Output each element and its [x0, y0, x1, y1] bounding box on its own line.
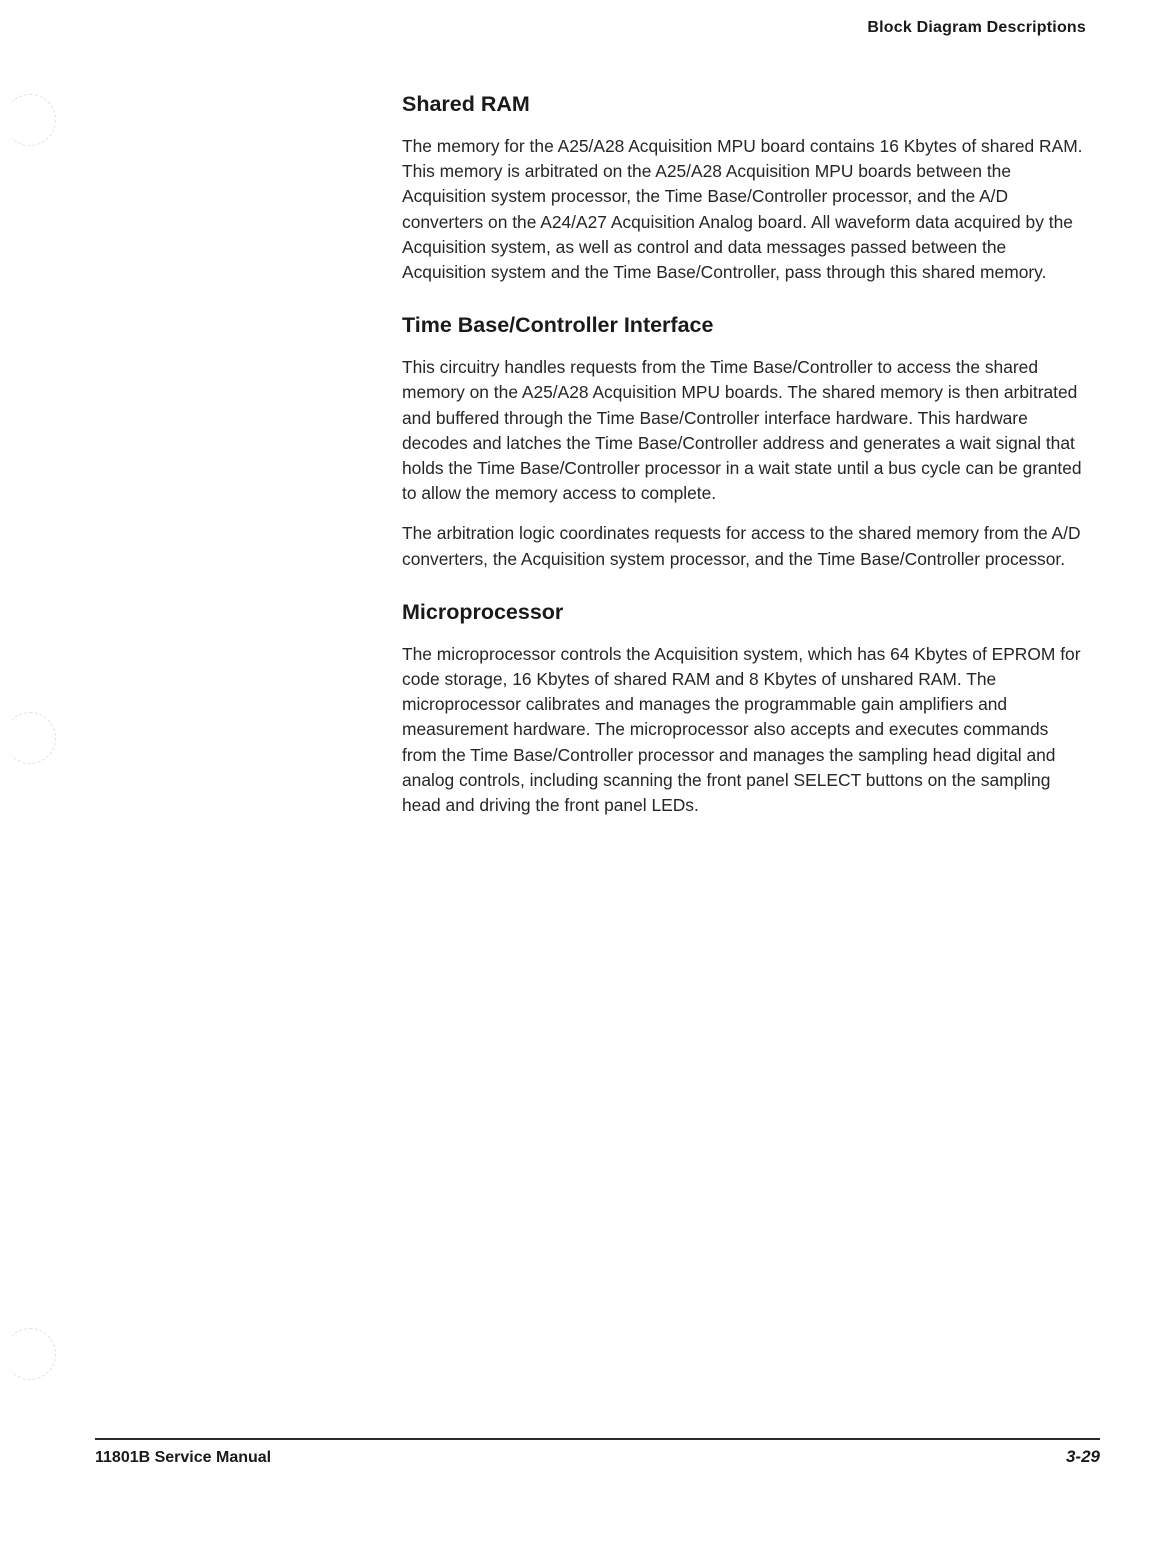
- paragraph: This circuitry handles requests from the Time Base/Controller to access the shared memory on the A25/A28 Acquisition MPU boards. The shared memory is then arbitrated and buffered through the Time Base/Controller interface hardware. This hardware decodes and latches the Time Base/Controller address and generates a wait signal that holds the Time Base/Controller processor in a wait state until a bus cycle can be granted to allow the memory access to complete.: [402, 357, 1082, 504]
- footer-rule: [95, 1438, 1100, 1440]
- paragraph: The memory for the A25/A28 Acquisition MPU board contains 16 Kbytes of shared RAM. This memory is arbitrated on the A25/A28 Acquisition MPU boards between the Acquisition system processor, the Time Base/Controller processor, and the A/D converters on the A24/A27 Acquisition Analog board. All waveform data acquired by the Acquisition system, as well as control and data messages passed between the Acquisition system and the Time Base/Controller, pass through this shared memory.: [402, 136, 1083, 283]
- punch-hole-middle: [4, 712, 56, 764]
- section-time-base-controller-interface: [402, 311, 1086, 572]
- section-shared-ram: [402, 90, 1086, 285]
- section-microprocessor: [402, 598, 1086, 818]
- paragraph: The arbitration logic coordinates requests for access to the shared memory from the A/D converters, the Acquisition system processor, and the Time Base/Controller processor.: [402, 523, 1081, 569]
- page-number: 3-29: [1065, 1447, 1100, 1466]
- punch-hole-top: [4, 94, 56, 146]
- punch-hole-bottom: [4, 1328, 56, 1380]
- section-title: Shared RAM: [402, 92, 530, 116]
- paragraph: The microprocessor controls the Acquisition system, which has 64 Kbytes of EPROM for code storage, 16 Kbytes of shared RAM and 8 Kbytes of unshared RAM. The microprocessor calibrates and manages the programmable gain amplifiers and measurement hardware. The microprocessor also accepts and executes commands from the Time Base/Controller processor and manages the sampling head digital and analog controls, including scanning the front panel SELECT buttons on the sampling head and driving the front panel LEDs.: [402, 643, 1081, 816]
- section-title: Time Base/Controller Interface: [402, 313, 714, 338]
- page-content: [402, 90, 1086, 833]
- footer-manual-title: 11801B Service Manual: [95, 1449, 272, 1466]
- section-title: Microprocessor: [402, 599, 564, 624]
- running-head: Block Diagram Descriptions: [867, 19, 1086, 36]
